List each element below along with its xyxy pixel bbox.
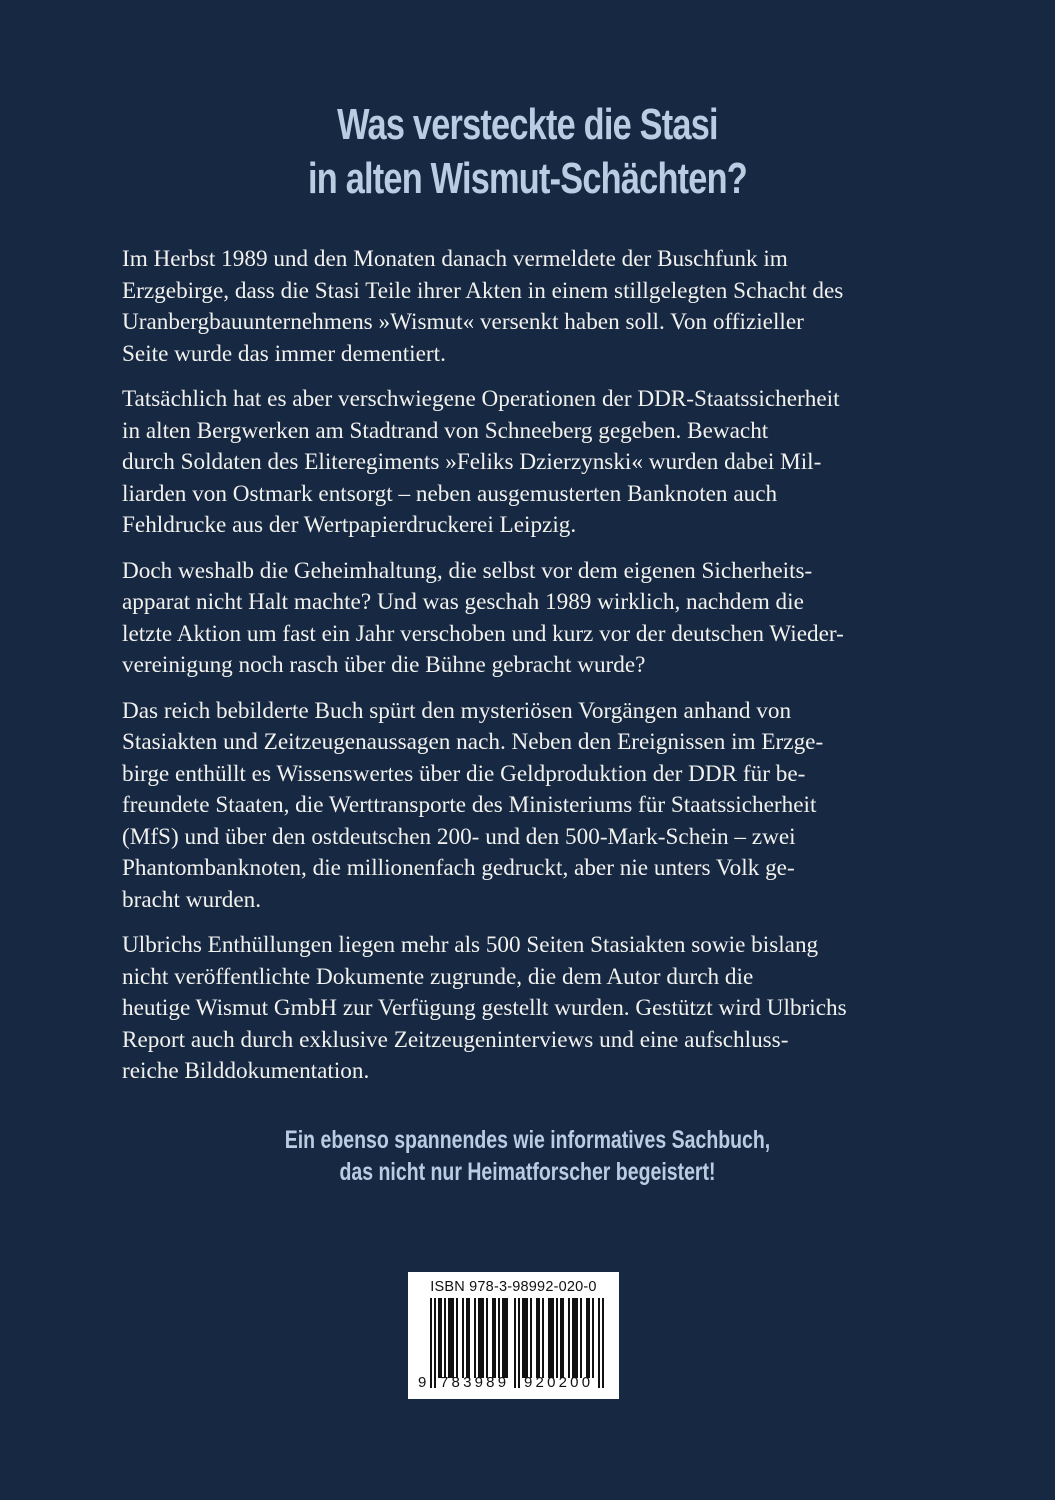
headline-line-2: in alten Wismut-Schächten? [308, 154, 747, 203]
text-line: vereinigung noch rasch über die Bühne gebracht wurde? [122, 652, 646, 678]
text-line: Uranbergbauunternehmens »Wismut« versenkt haben soll. Von offizieller [122, 309, 804, 335]
headline-line-1: Was versteckte die Stasi [337, 100, 718, 149]
text-line: nicht veröffentlichte Dokumente zugrunde, die dem Autor durch die [122, 963, 754, 990]
paragraph-4 [122, 696, 912, 917]
paragraph-5 [122, 930, 912, 1088]
text-line: Phantombanknoten, die millionenfach gedruckt, aber nie unters Volk ge- [122, 855, 795, 881]
text-line: durch Soldaten des Eliteregiments »Feliks Dzierzynski« wurden dabei Mil- [122, 449, 822, 475]
isbn-label: ISBN 978-3-98992-020-0 [430, 1279, 597, 1295]
text-line: birge enthüllt es Wissenswertes über die Geldproduktion der DDR für be- [122, 760, 806, 787]
text-line: heutige Wismut GmbH zur Verfügung gestellt wurden. Gestützt wird Ulbrichs [122, 995, 847, 1021]
text-line: Im Herbst 1989 und den Monaten danach vermeldete der Buschfunk im [122, 246, 788, 272]
ean-first-digit: 9 [418, 1374, 430, 1391]
text-line: Stasiakten und Zeitzeugenaussagen nach. Neben den Ereignissen im Erzge- [122, 729, 824, 755]
text-line: Seite wurde das immer dementiert. [122, 340, 446, 367]
text-line: apparat nicht Halt machte? Und was geschah 1989 wirklich, nachdem die [122, 589, 804, 615]
ean-right-group: 920200 [524, 1374, 594, 1391]
text-line: reiche Bilddokumentation. [122, 1058, 370, 1084]
text-line: Tatsächlich hat es aber verschwiegene Operationen der DDR-Staatssicherheit [122, 386, 840, 412]
text-line: bracht wurden. [122, 886, 262, 913]
text-line: Erzgebirge, dass die Stasi Teile ihrer Akten in einem stillgelegten Schacht des [122, 277, 844, 304]
text-line: in alten Bergwerken am Stadtrand von Schneeberg gegeben. Bewacht [122, 417, 769, 444]
isbn-barcode [408, 1272, 619, 1399]
text-line: Doch weshalb die Geheimhaltung, die selbst vor dem eigenen Sicherheits- [122, 557, 813, 584]
text-line: Report auch durch exklusive Zeitzeugeninterviews und eine aufschluss- [122, 1026, 789, 1053]
paragraph-3 [122, 556, 912, 682]
text-line: Ulbrichs Enthüllungen liegen mehr als 500 Seiten Stasiakten sowie bislang [122, 932, 819, 958]
paragraph-1 [122, 244, 912, 370]
paragraph-2 [122, 384, 912, 542]
headline [116, 98, 939, 206]
text-line: (MfS) und über den ostdeutschen 200- und den 500-Mark-Schein – zwei [122, 823, 796, 850]
text-line: Fehldrucke aus der Wertpapierdruckerei Leipzig. [122, 512, 577, 538]
tagline [116, 1124, 939, 1188]
text-line: Das reich bebilderte Buch spürt den mysteriösen Vorgängen anhand von [122, 697, 792, 724]
text-line: letzte Aktion um fast ein Jahr verschoben und kurz vor der deutschen Wieder- [122, 620, 844, 647]
text-line: liarden von Ostmark entsorgt – neben ausgemusterten Banknoten auch [122, 480, 778, 507]
ean-left-group: 783989 [440, 1374, 510, 1391]
blurb-body [122, 244, 912, 1102]
tagline-line-1: Ein ebenso spannendes wie informatives Sachbuch, [284, 1126, 771, 1154]
text-line: freundete Staaten, die Werttransporte des Ministeriums für Staatssicherheit [122, 792, 817, 818]
tagline-line-2: das nicht nur Heimatforscher begeistert! [339, 1158, 716, 1186]
